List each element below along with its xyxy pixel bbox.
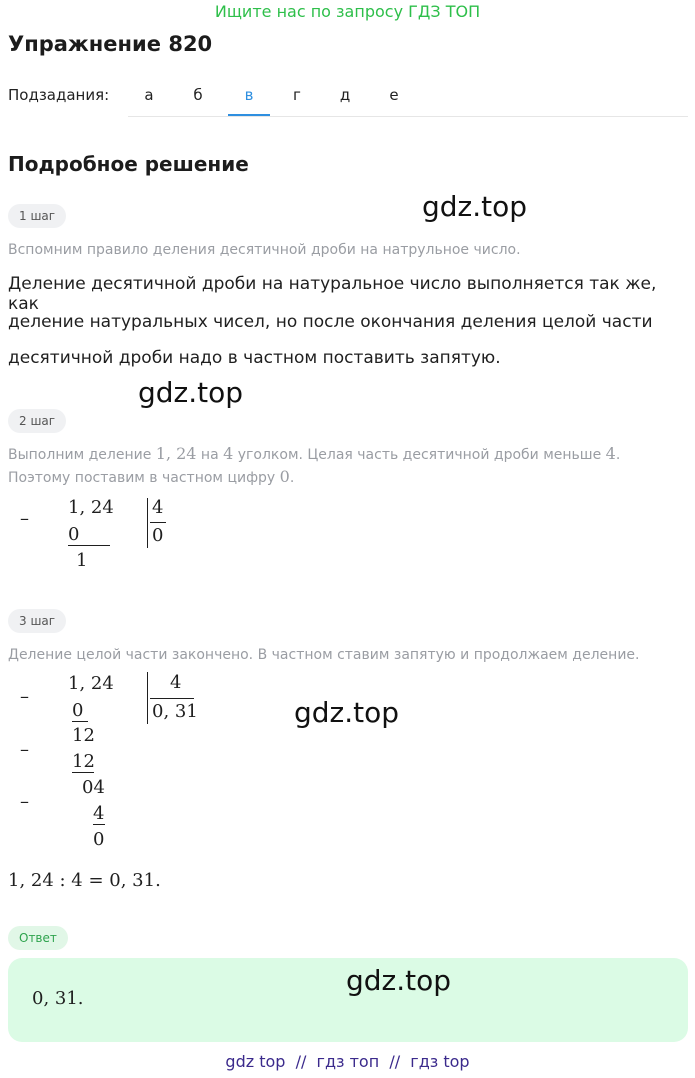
page-title: Упражнение 820	[8, 32, 213, 56]
subtrahend: 12	[72, 751, 95, 772]
tab-v[interactable]: в	[228, 76, 270, 116]
minus-sign: –	[20, 508, 29, 529]
remainder: 04	[82, 777, 105, 798]
subtrahend: 0	[72, 700, 88, 722]
dividend: 1, 24	[68, 673, 114, 694]
divisor-line	[150, 522, 166, 523]
dividend: 1, 24	[68, 497, 114, 518]
tab-e[interactable]: е	[389, 86, 399, 104]
remainder: 1	[76, 550, 88, 571]
quotient: 0, 31	[152, 701, 198, 722]
step-hint: Деление целой части закончено. В частном ставим запятую и продолжаем деление.	[8, 647, 640, 663]
divisor: 4	[170, 672, 182, 693]
step-hint: Выполним деление 1, 24 на 4 уголком. Целая часть десятичной дроби меньше 4.	[8, 444, 621, 463]
subtasks-label: Подзадания:	[8, 86, 110, 104]
divisor-line	[150, 698, 194, 699]
tab-b[interactable]: б	[193, 86, 203, 104]
minus-sign: –	[20, 739, 29, 760]
rule-line: десятичной дроби надо в частном поставить запятую.	[8, 348, 501, 368]
remainder: 12	[72, 725, 95, 746]
subtask-tabs	[128, 76, 688, 117]
divisor: 4	[152, 497, 164, 518]
search-banner: Ищите нас по запросу ГДЗ ТОП	[214, 2, 481, 21]
quotient: 0	[152, 525, 164, 546]
tab-a[interactable]: а	[144, 86, 154, 104]
watermark: gdz.top	[346, 964, 452, 997]
tab-d[interactable]: д	[339, 86, 351, 104]
step-badge: 3 шаг	[8, 609, 66, 633]
subtrahend: 4	[93, 803, 105, 824]
step-hint: Поэтому поставим в частном цифру 0.	[8, 467, 295, 486]
result-equation: 1, 24 : 4 = 0, 31.	[8, 870, 161, 891]
watermark: gdz.top	[138, 376, 244, 409]
rule-line: Деление десятичной дроби на натуральное число выполняется так же, как	[8, 274, 657, 314]
minus-sign: –	[20, 791, 29, 812]
watermark: gdz.top	[294, 696, 400, 729]
tab-g[interactable]: г	[293, 86, 301, 104]
rule-line: деление натуральных чисел, но после окончания деления целой части	[8, 312, 653, 332]
step-badge: 1 шаг	[8, 204, 66, 228]
division-bar	[147, 672, 148, 724]
step-badge: 2 шаг	[8, 409, 66, 433]
division-bar	[147, 498, 148, 548]
watermark: gdz.top	[422, 190, 528, 223]
answer-value: 0, 31.	[32, 988, 84, 1009]
subtrahend: 0	[68, 524, 110, 546]
footer-links[interactable]: gdz top // гдз топ // гдз top	[225, 1052, 470, 1071]
answer-badge: Ответ	[8, 926, 68, 950]
section-title: Подробное решение	[8, 152, 249, 176]
remainder: 0	[93, 829, 105, 850]
step-hint: Вспомним правило деления десятичной дроби на натрульное число.	[8, 242, 521, 258]
minus-sign: –	[20, 686, 29, 707]
